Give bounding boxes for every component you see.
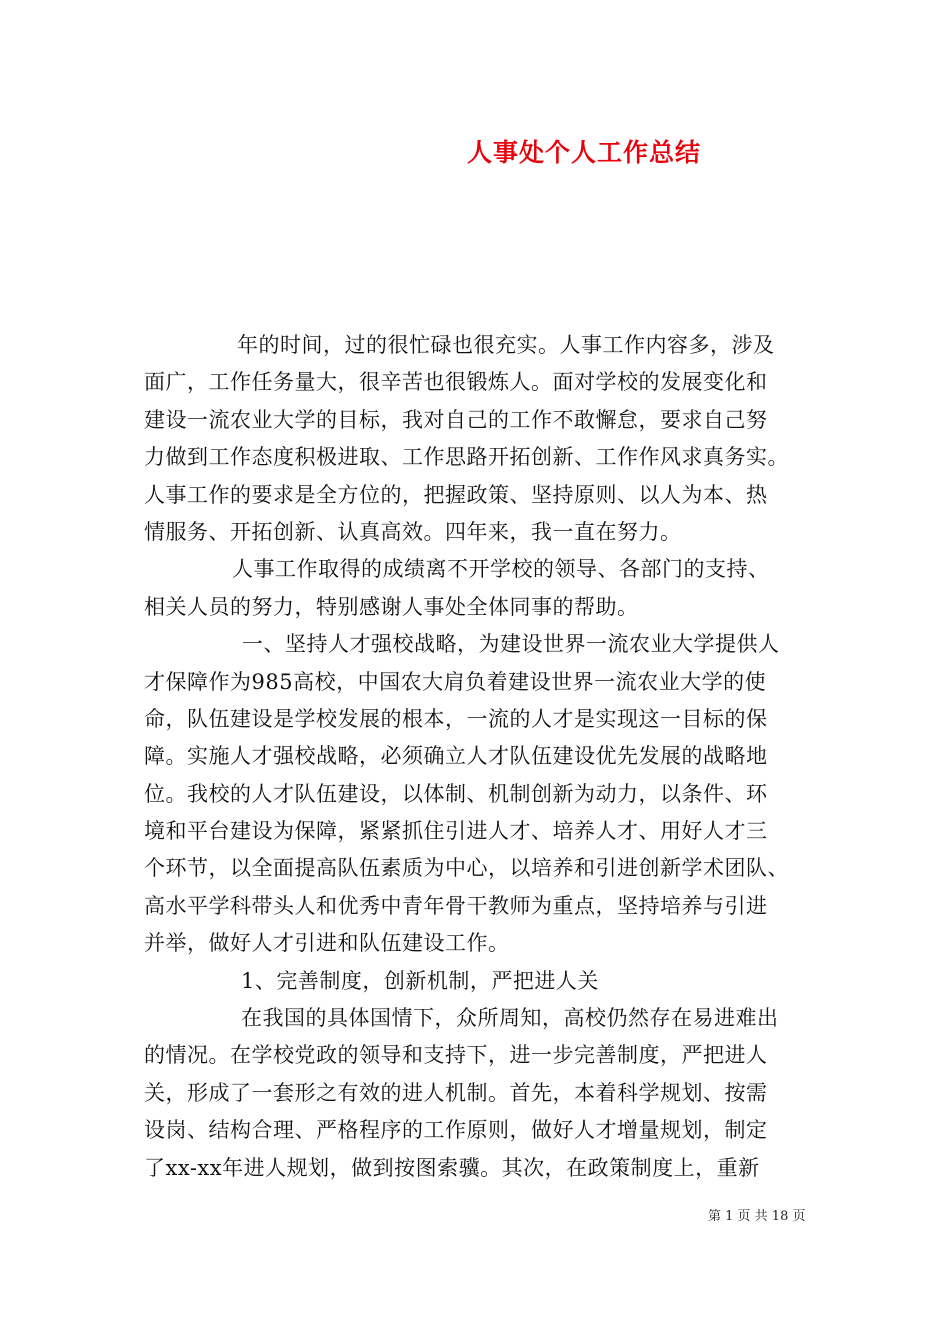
paragraph-3-line-6: 境和平台建设为保障，紧紧抓住引进人才、培养人才、用好人才三 — [144, 819, 768, 844]
paragraph-3-line-2: 才保障作为985高校，中国农大肩负着建设世界一流农业大学的使 — [144, 669, 767, 694]
page-number-footer: 第 1 页 共 18 页 — [708, 1209, 806, 1224]
paragraph-2-line-2: 相关人员的努力，特别感谢人事处全体同事的帮助。 — [144, 594, 639, 619]
paragraph-5-line-4: 设岗、结构合理、严格程序的工作原则，做好人才增量规划，制定 — [144, 1118, 768, 1143]
paragraph-5-line-5: 了xx-xx年进人规划，做到按图索骥。其次，在政策制度上，重新 — [144, 1155, 760, 1180]
paragraph-3-line-4: 障。实施人才强校战略，必须确立人才队伍建设优先发展的战略地 — [144, 744, 768, 769]
paragraph-1-line-6: 情服务、开拓创新、认真高效。四年来，我一直在努力。 — [144, 519, 682, 544]
paragraph-3-line-7: 个环节，以全面提高队伍素质为中心，以培养和引进创新学术团队、 — [144, 856, 789, 881]
paragraph-1-line-4: 力做到工作态度积极进取、工作思路开拓创新、工作作风求真务实。 — [144, 445, 789, 470]
document-title: 人事处个人工作总结 — [466, 138, 701, 167]
paragraph-3-line-9: 并举，做好人才引进和队伍建设工作。 — [144, 931, 510, 956]
document-body — [144, 327, 816, 1187]
paragraph-2-line-1: 人事工作取得的成绩离不开学校的领导、各部门的支持、 — [232, 557, 770, 582]
paragraph-5-line-3: 关，形成了一套形之有效的进人机制。首先，本着科学规划、按需 — [144, 1080, 768, 1105]
paragraph-1-line-5: 人事工作的要求是全方位的，把握政策、坚持原则、以人为本、热 — [144, 482, 768, 507]
section-heading-1: 1、完善制度，创新机制，严把进人关 — [241, 968, 599, 993]
paragraph-3-line-3: 命，队伍建设是学校发展的根本，一流的人才是实现这一目标的保 — [144, 706, 768, 731]
paragraph-1-line-1: 年的时间，过的很忙碌也很充实。人事工作内容多，涉及 — [237, 333, 775, 357]
paragraph-5-line-1: 在我国的具体国情下，众所周知，高校仍然存在易进难出 — [241, 1006, 779, 1031]
paragraph-1-line-3: 建设一流农业大学的目标，我对自己的工作不敢懈怠，要求自己努 — [144, 407, 768, 432]
paragraph-3-line-8: 高水平学科带头人和优秀中青年骨干教师为重点，坚持培养与引进 — [144, 893, 768, 918]
paragraph-5-line-2: 的情况。在学校党政的领导和支持下，进一步完善制度，严把进人 — [144, 1043, 768, 1068]
paragraph-3-line-5: 位。我校的人才队伍建设，以体制、机制创新为动力，以条件、环 — [144, 781, 768, 806]
paragraph-1-line-2: 面广，工作任务量大，很辛苦也很锻炼人。面对学校的发展变化和 — [144, 370, 768, 395]
paragraph-3-line-1: 一、坚持人才强校战略，为建设世界一流农业大学提供人 — [242, 632, 780, 657]
